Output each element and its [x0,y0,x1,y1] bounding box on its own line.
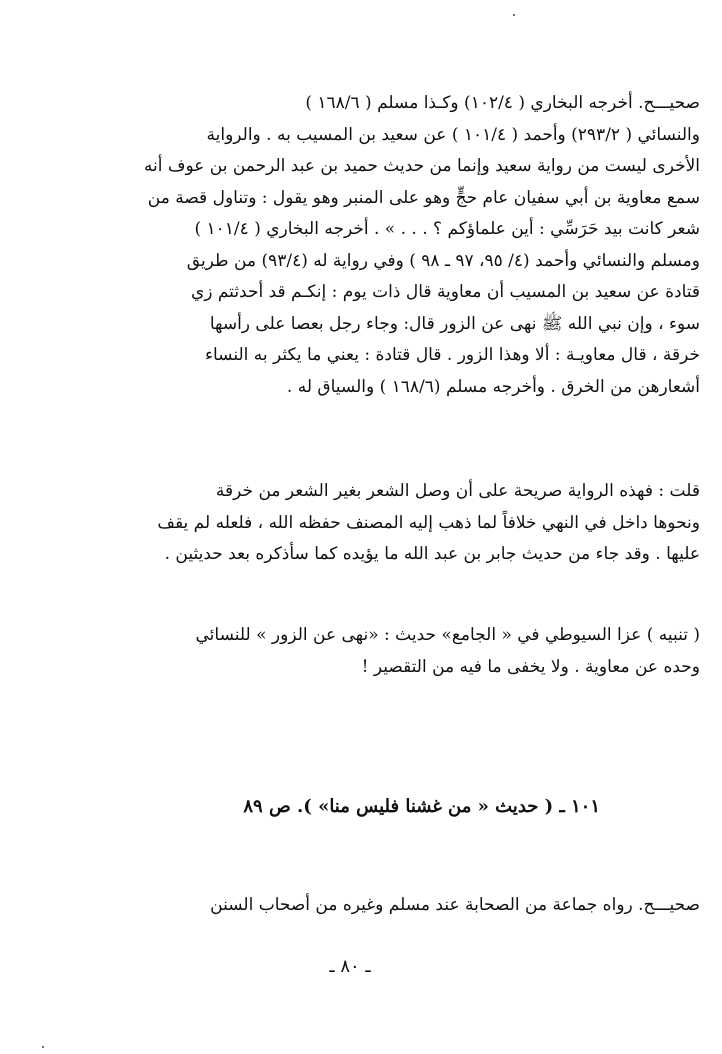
scan-speck [513,14,515,16]
text-line: والنسائي ( ٢٩٣/٢) وأحمد ( ١٠١/٤ ) عن سعيد بن المسيب به . والرواية [206,124,700,145]
hadith-heading: ١٠١ ـ ( حديث « من غشنا فليس منا» ). ص ٨٩ [243,796,600,817]
text-line: ونحوها داخل في النهي خلافاً لما ذهب إليه المصنف حفظه الله ، فلعله لم يقف [157,512,700,533]
scan-speck [42,1046,44,1048]
page-number: ـ ٨٠ ـ [329,956,371,977]
text-line: قلت : فهذه الرواية صريحة على أن وصل الشعر بغير الشعر من خرقة [215,481,700,501]
text-line: عليها . وقد جاء من حديث جابر بن عبد الله ما يؤيده كما سأذكره بعد حديثين . [164,544,700,564]
text-line: خرقة ، قال معاويـة : ألا وهذا الزور . قال قتادة : يعني ما يكثر به النساء [205,345,700,365]
text-line: وحده عن معاوية . ولا يخفى ما فيه من التقصير ! [361,656,700,677]
text-line: ( تنبيه ) عزا السيوطي في « الجامع» حديث : «نهى عن الزور » للنسائي [195,625,700,645]
text-line: قتادة عن سعيد بن المسيب أن معاوية قال ذات يوم : إنكـم قد أحدثتم زي [190,282,700,302]
text-line: الأخرى ليست من رواية سعيد وإنما من حديث حميد بن عبد الرحمن بن عوف أنه [143,156,700,176]
text-line: صحيـــح. أخرجه البخاري ( ١٠٢/٤) وكـذا مسلم ( ١٦٨/٦ ) [305,93,700,113]
text-line: صحيـــح. رواه جماعة من الصحابة عند مسلم وغيره من أصحاب السنن [210,895,700,915]
paragraph-takhrij [80,88,700,403]
text-line: سمع معاوية بن أبي سفيان عام حجٍّ وهو على المنبر وهو يقول : وتناول قصة من [147,187,700,208]
paragraph-note [80,620,700,683]
text-line: شعر كانت بيد حَرَسِّي : أين علماؤكم ؟ . . . » . أخرجه البخاري ( ١٠١/٤ ) [194,219,700,239]
paragraph-comment [80,476,700,571]
paragraph-grading [80,890,700,922]
text-line: سوء ، وإن نبي الله ﷺ نهى عن الزور قال: وجاء رجل بعصا على رأسها [209,313,700,334]
text-line: أشعارهن من الخرق . وأخرجه مسلم (١٦٨/٦ ) والسياق له . [286,376,700,397]
text-line: ومسلم والنسائي وأحمد (٤/ ٩٥، ٩٧ ـ ٩٨ ) وفي رواية له (٩٣/٤) من طريق [186,250,700,271]
